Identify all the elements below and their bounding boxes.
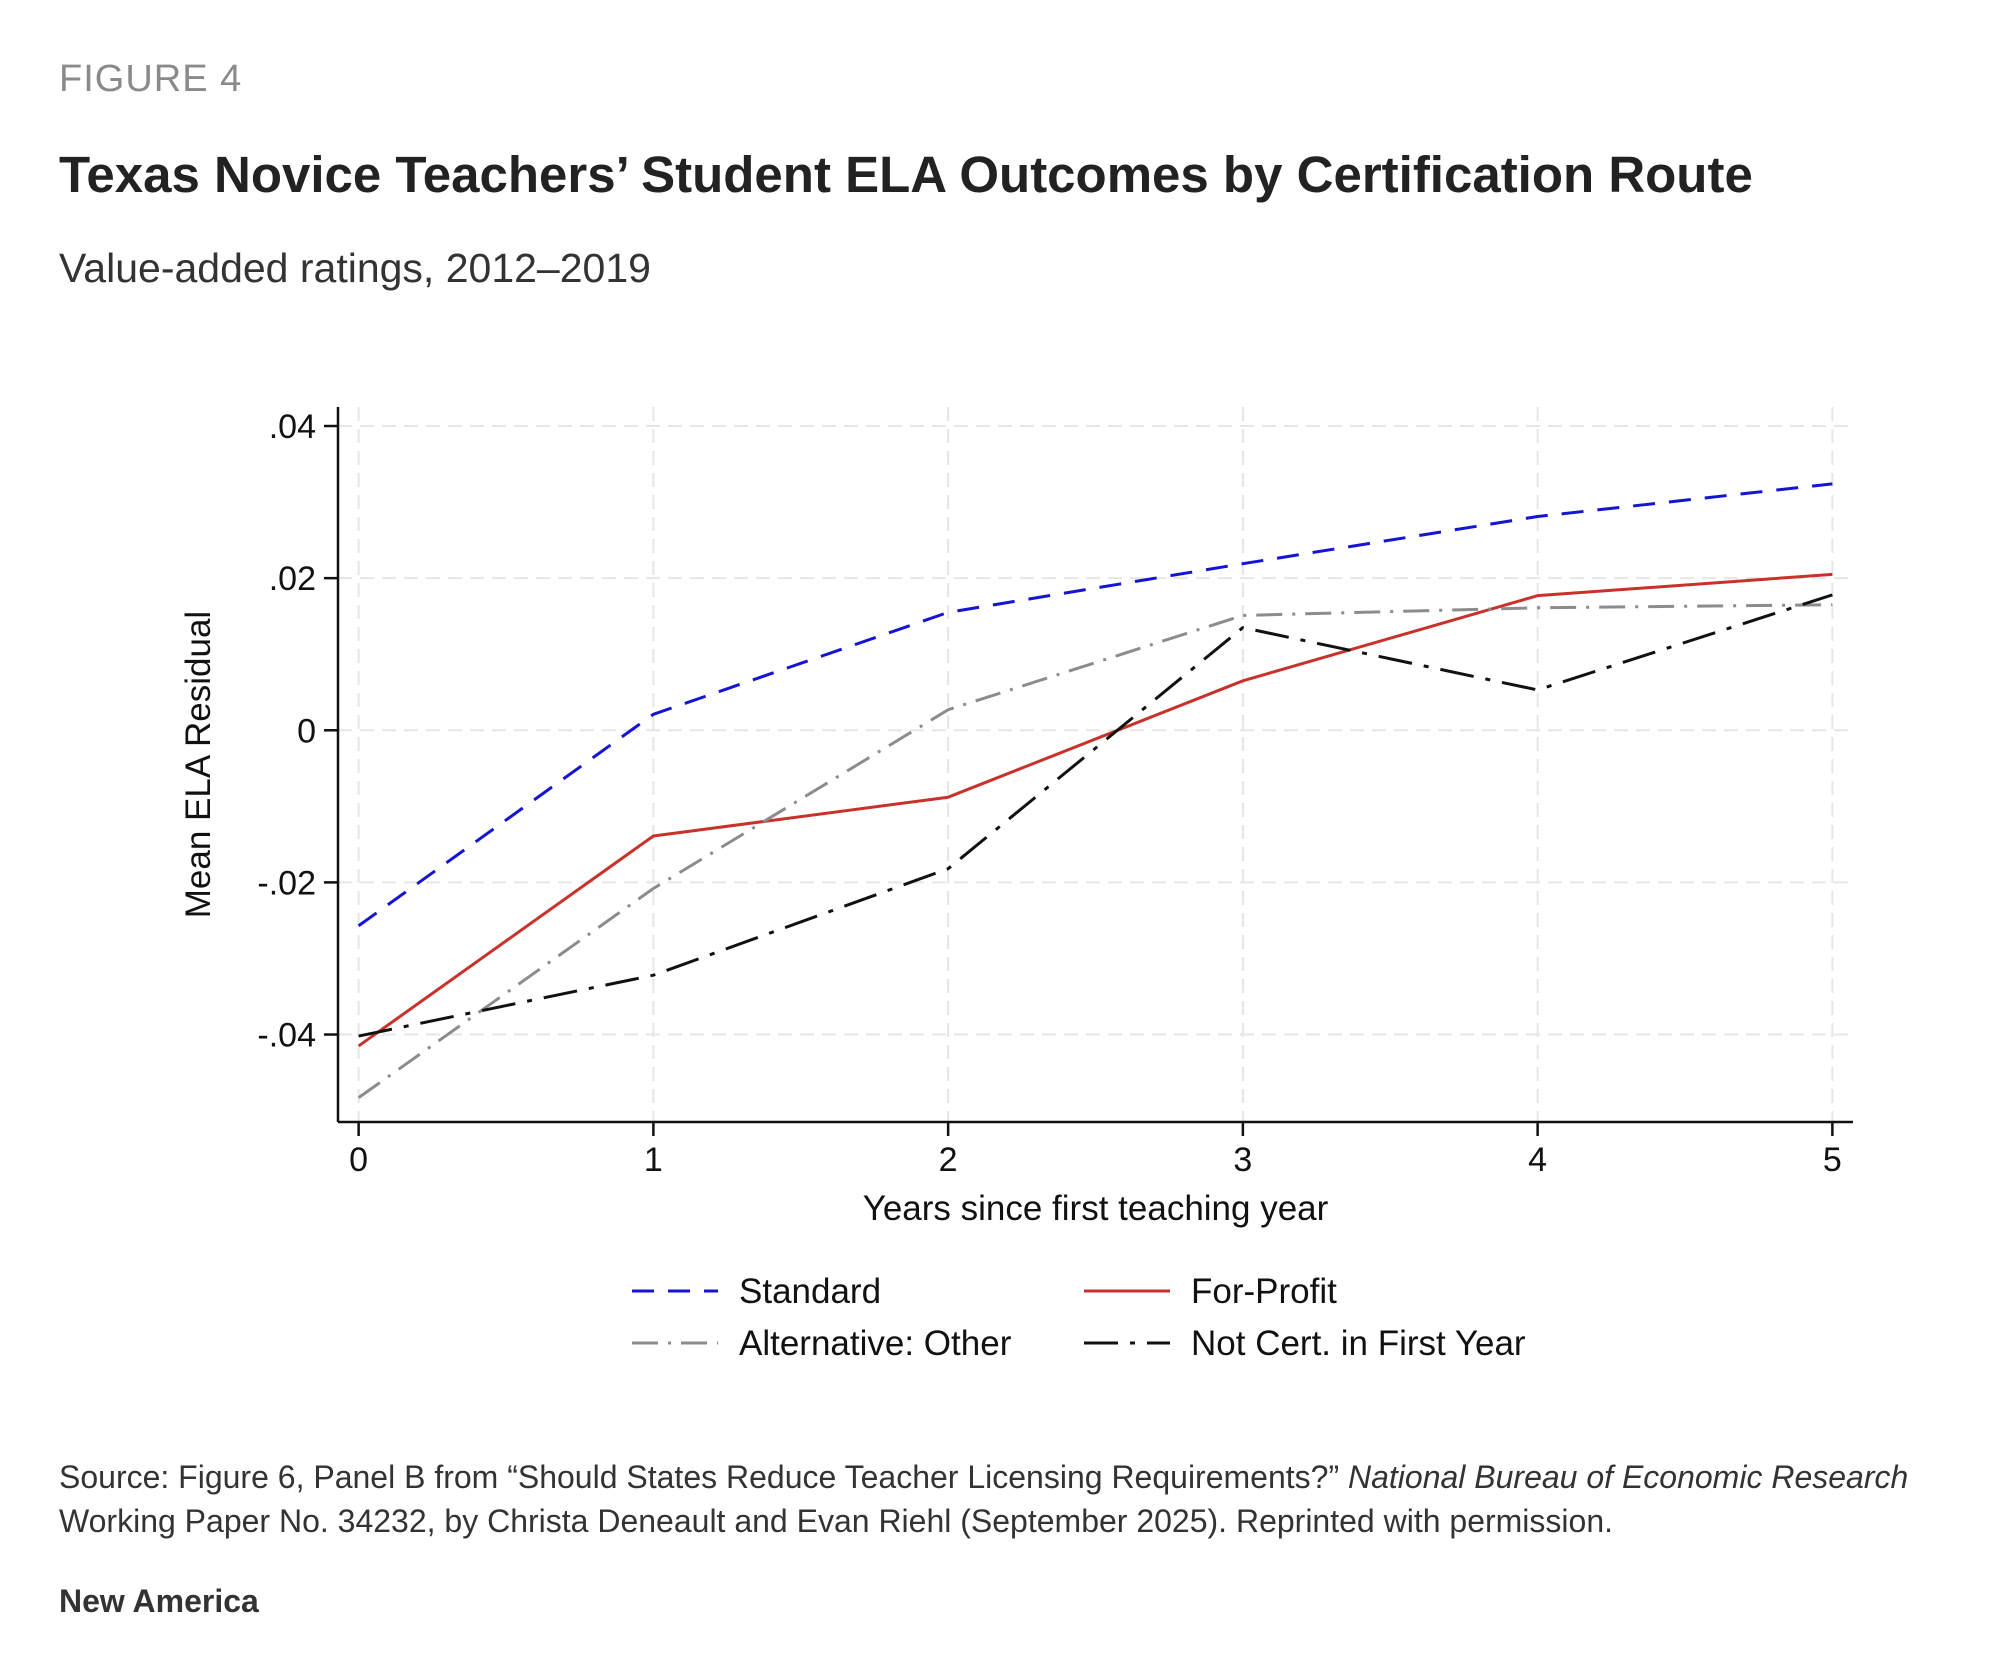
- x-tick-label: 0: [349, 1141, 369, 1179]
- x-tick-label: 5: [1822, 1141, 1842, 1179]
- x-tick-label: 2: [938, 1141, 958, 1179]
- series-line-for-profit: [359, 574, 1833, 1046]
- series-line-alternative-other: [359, 605, 1833, 1098]
- y-tick-label: -.04: [257, 1016, 316, 1055]
- y-axis-title: Mean ELA Residual: [179, 610, 218, 919]
- y-tick-label: .04: [268, 408, 316, 447]
- source-prefix: Source: Figure 6, Panel B from “Should States Reduce Teacher Licensing Requirements?”: [59, 1459, 1348, 1495]
- series-line-standard: [359, 484, 1833, 926]
- y-tick-label: .02: [268, 560, 316, 599]
- x-tick-label: 4: [1528, 1141, 1548, 1179]
- y-tick-label: 0: [297, 712, 316, 751]
- legend-label-not-cert-first-year: Not Cert. in First Year: [1191, 1324, 1526, 1363]
- legend-label-for-profit: For-Profit: [1191, 1272, 1337, 1311]
- figure-label: FIGURE 4: [59, 58, 243, 100]
- brand-footer: New America: [59, 1583, 259, 1619]
- chart-title: Texas Novice Teachers’ Student ELA Outcomes by Certification Route: [59, 146, 1753, 203]
- y-tick-label: -.02: [257, 864, 316, 903]
- chart-subtitle: Value-added ratings, 2012–2019: [59, 245, 651, 291]
- source-suffix: Working Paper No. 34232, by Christa Deneault and Evan Riehl (September 2025). Reprinted with permission.: [59, 1503, 1613, 1539]
- legend-label-alternative-other: Alternative: Other: [739, 1324, 1012, 1363]
- x-tick-label: 3: [1233, 1141, 1253, 1179]
- x-axis-title: Years since first teaching year: [862, 1189, 1329, 1228]
- series-line-not-cert-first-year: [359, 595, 1833, 1036]
- source-note: [59, 1455, 1949, 1543]
- legend-label-standard: Standard: [739, 1272, 882, 1311]
- x-tick-label: 1: [643, 1141, 663, 1179]
- source-journal: National Bureau of Economic Research: [1347, 1459, 1909, 1495]
